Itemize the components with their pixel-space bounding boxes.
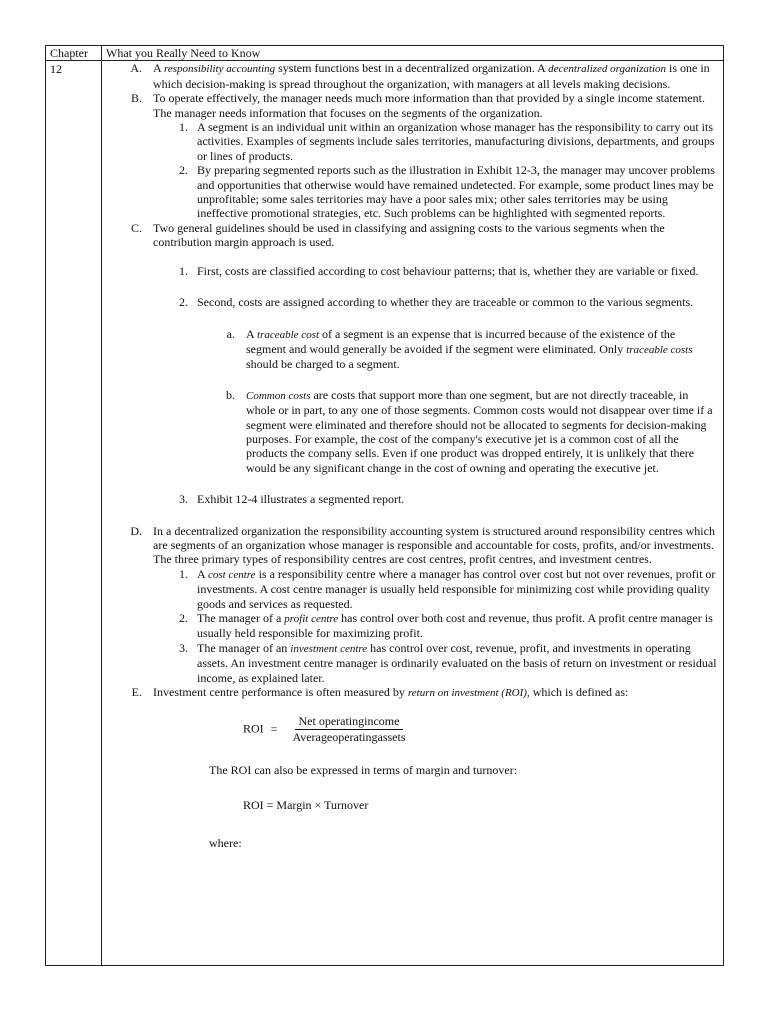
item-a [102,61,717,91]
item-text [246,388,717,475]
item-text [153,61,717,91]
term-investment-centre: investment centre [290,642,368,655]
item-text: In a decentralized organization the responsibility accounting system is structured around responsibility centres which are segments of an organization whose manager is responsible and accountable for costs, profits, and/or investments. The three primary types of responsibility centres are cost centres, profit centres, and investment centres. [153,523,715,567]
term-responsibility-accounting: responsibility accounting [164,63,276,76]
roi-margin-turnover-text: The ROI can also be expressed in terms of margin and turnover: [209,763,518,778]
item-text [246,327,717,372]
item-b-2 [102,163,717,221]
item-text [197,567,717,611]
text-run: The manager of an [197,640,291,655]
term-common-costs: Common costs [246,389,311,402]
text-run: Investment centre performance is often measured by [153,685,408,700]
item-d-3 [102,641,717,685]
term-traceable-cost: traceable cost [257,328,320,341]
text-run: has control over both cost and revenue, thus profit. A profit centre manager is usually held responsible for maximizing profit. [197,611,713,641]
item-label: A. [130,61,142,76]
item-c-2 [102,295,717,309]
formula-equals: = [270,721,278,736]
item-text: To operate effectively, the manager needs much more information than that provided by a single income statement. The manager needs information that focuses on the segments of the organization. [153,91,705,120]
notes-content [102,61,724,966]
term-roi: return on investment (ROI), [407,687,530,700]
roi-margin-turnover-formula: ROI = Margin × Turnover [243,797,369,812]
item-text: Two general guidelines should be used in classifying and assigning costs to the various segments when the contribution margin approach is used. [153,220,665,250]
item-text: Exhibit 12-4 illustrates a segmented report. [197,492,405,507]
text-run: which is defined as: [529,685,629,700]
roi-formula [243,714,717,745]
item-label: B. [130,91,142,106]
item-label: D. [130,523,142,538]
text-run: has control over cost, revenue, profit, and investments in operating assets. An investment centre manager is ordinarily evaluated on the basis of return on investment or residual income, as explained later. [197,640,717,685]
item-label: 1. [179,566,188,581]
text-run: is a responsibility centre where a manager has control over cost but not over revenues, profit or investments. A cost centre manager is usually held responsible for minimizing cost while providing quality goods and services as requested. [197,566,716,611]
study-notes-table [45,45,724,966]
item-text: By preparing segmented reports such as the illustration in Exhibit 12-3, the manager may uncover problems and opportunities that otherwise would have remained undetected. For example, some product lines may be unprofitable; some sales territories may have a poor sales mix; other sales territories may be using ineffective promotional strategies, etc. Such problems can be highlighted with segmented reports. [197,163,715,221]
text-run: are costs that support more than one segment, but are not directly traceable, in whole or in part, to any one of those segments. Common costs would not disappear over time if a segment were eliminated and therefore should not be allocated to segments for decision-making purposes. For example, the cost of the company's executive jet is a common cost of all the products the company sells. Even if one product was dropped entirely, it is unlikely that there would be any significant change in the cost of owning and operating the executive jet. [246,387,713,475]
item-d [102,524,717,567]
table-header-row [46,46,724,61]
chapter-header: Chapter [46,46,102,61]
item-label: 3. [179,640,188,655]
item-text: First, costs are classified according to cost behaviour patterns; that is, whether they are variable or fixed. [197,263,699,278]
formula-lhs: ROI [243,721,264,736]
item-c [102,221,717,250]
term-cost-centre: cost centre [208,568,256,581]
table-body-row [46,61,724,966]
item-b [102,91,717,120]
text-run: A [153,61,165,76]
item-label: E. [131,685,142,700]
text-run: A [197,566,209,581]
item-label: 2. [179,611,188,625]
item-c-1 [102,264,717,278]
item-text [197,611,717,641]
formula-numerator: Net operatingincome [295,714,404,730]
item-c-2-a [102,327,717,372]
item-text [153,685,717,700]
term-traceable-costs: traceable costs [626,343,693,356]
term-profit-centre: profit centre [284,613,339,625]
item-label: C. [130,220,142,235]
chapter-number: 12 [46,61,102,966]
item-label: 2. [179,163,188,178]
item-label: 3. [179,492,188,507]
know-header: What you Really Need to Know [102,46,724,61]
text-run: of a segment is an expense that is incurred because of the existence of the segment and would generally be avoided if the segment were eliminated. Only [246,326,676,356]
text-run: The manager of a [197,611,285,625]
term-decentralized-organization: decentralized organization [548,63,667,76]
where-text: where: [209,836,242,851]
formula-fraction [288,714,409,745]
item-c-3 [102,492,717,506]
item-c-2-b [102,388,717,475]
item-text: A segment is an individual unit within an organization whose manager has the responsibility to carry out its activities. Examples of segments include sales territories, manufacturing divisions, departments, and groups or lines of products. [197,120,715,163]
item-label: a. [226,326,235,341]
text-run: system functions best in a decentralized organization. A [275,61,549,76]
item-d-1 [102,567,717,611]
item-text [197,641,717,685]
item-label: b. [226,387,235,402]
item-text: Second, costs are assigned according to whether they are traceable or common to the various segments. [197,295,694,310]
item-d-2 [102,611,717,641]
formula-denominator: Averageoperatingassets [292,730,406,745]
text-run: A [246,326,258,341]
item-e [102,685,717,700]
text-run: should be charged to a segment. [246,357,400,372]
item-label: 1. [179,120,188,135]
item-label: 1. [179,263,188,278]
item-b-1 [102,120,717,163]
text-run: is one in which decision-making is spread throughout the organization, with managers at all levels making decisions. [153,61,710,91]
item-label: 2. [179,295,188,310]
